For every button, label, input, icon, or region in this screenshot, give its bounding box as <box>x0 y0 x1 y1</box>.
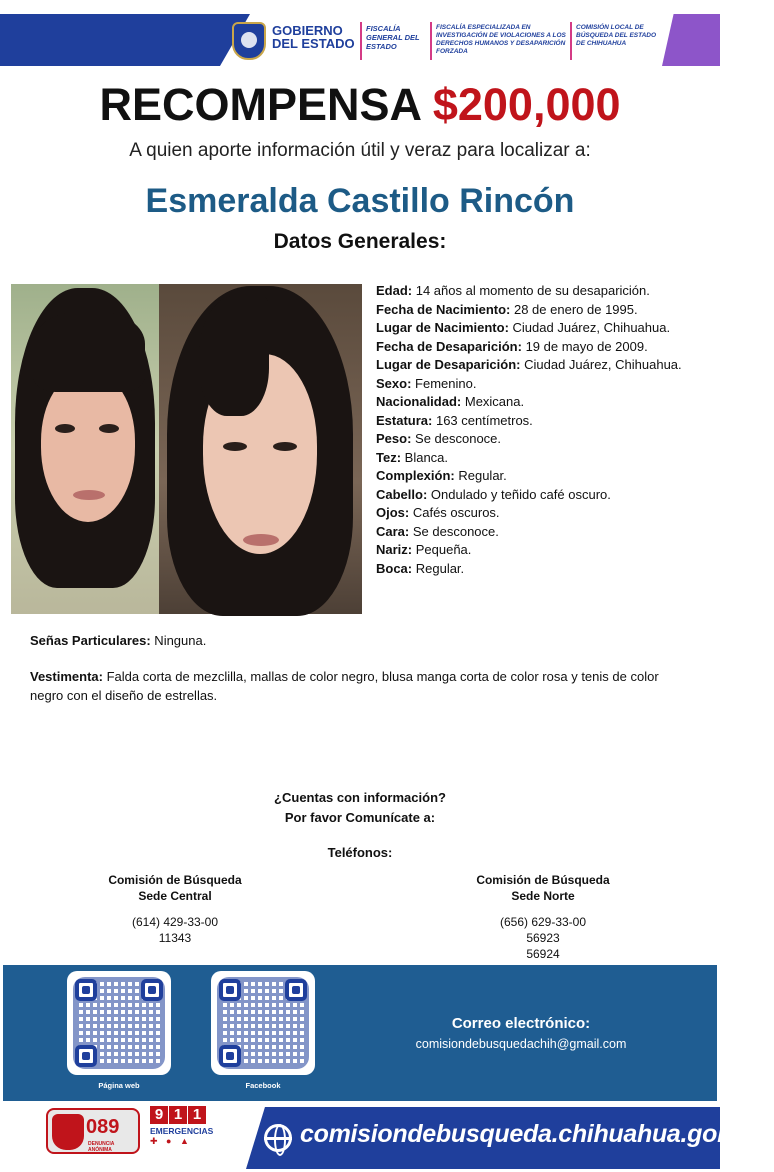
fiscalia-especializada-logo-text: FISCALÍA ESPECIALIZADA EN INVESTIGACIÓN DE VIOLACIONES A LOS DERECHOS HUMANOS Y DESAPARICIÓN FORZADA <box>436 24 566 55</box>
detail-peso: Peso: Se desconoce. <box>376 431 502 446</box>
header-bar <box>0 0 720 68</box>
phone-extension: 56923 <box>526 931 560 945</box>
emergency-services-icon: ✚ ● ▲ <box>150 1136 192 1146</box>
email-address[interactable]: comisiondebusquedachih@gmail.com <box>415 1037 627 1051</box>
comision-logo-text: COMISIÓN LOCAL DE BÚSQUEDA DEL ESTADO DE CHIHUAHUA <box>576 24 657 47</box>
contact-sede-central: Comisión de Búsqueda Sede Central (614) 429-33-00 11343 <box>60 872 290 946</box>
header-divider <box>430 22 432 60</box>
header-purple-band <box>662 14 720 66</box>
photo-original <box>11 284 159 614</box>
general-data-list <box>376 282 706 578</box>
reward-title <box>0 78 720 132</box>
detail-cabello: Cabello: Ondulado y teñido café oscuro. <box>376 486 611 502</box>
header-blue-band <box>0 14 250 66</box>
contact-sede-norte: Comisión de Búsqueda Sede Norte (656) 629-33-00 56923 56924 <box>428 872 658 962</box>
detail-estatura: Estatura: 163 centímetros. <box>376 412 533 428</box>
distinguishing-marks: Señas Particulares: Ninguna. <box>30 633 207 648</box>
detail-ojos: Ojos: Cafés oscuros. <box>376 505 500 520</box>
anonymous-report-089-logo: 089 DENUNCIA ANÓNIMA <box>46 1108 140 1154</box>
clothing-description: Vestimenta: Falda corta de mezclilla, mallas de color negro, blusa manga corta de color rosa y tenis de color negro con el diseño de estrellas. <box>30 669 659 703</box>
detail-tez: Tez: Blanca. <box>376 449 449 465</box>
phones-heading: Teléfonos: <box>327 845 393 860</box>
qr-facebook-caption: Facebook <box>245 1081 281 1090</box>
state-shield-icon <box>232 22 266 60</box>
header-divider <box>360 22 362 60</box>
detail-lugar-desaparicion: Lugar de Desaparición: Ciudad Juárez, Chihuahua. <box>376 357 682 372</box>
missing-person-name: Esmeralda Castillo Rincón <box>145 182 575 220</box>
fiscalia-logo-text: FISCALÍA GENERAL DEL ESTADO <box>366 24 420 51</box>
phone-extension: 11343 <box>158 931 192 945</box>
photo-age-progression <box>159 284 362 614</box>
globe-icon <box>264 1124 292 1152</box>
email-heading: Correo electrónico: <box>451 1015 591 1032</box>
footer <box>0 1104 774 1172</box>
detail-sexo: Sexo: Femenino. <box>376 375 477 391</box>
website-url[interactable]: comisiondebusqueda.chihuahua.gob.mx <box>300 1120 774 1148</box>
header-divider <box>570 22 572 60</box>
reward-subtitle: A quien aporte información útil y veraz para localizar a: <box>129 140 591 161</box>
reward-amount: $200,000 <box>432 79 621 130</box>
phone-number[interactable]: (614) 429-33-00 <box>131 915 219 929</box>
phone-number[interactable]: (656) 629-33-00 <box>499 915 587 929</box>
qr-code-facebook[interactable] <box>211 971 315 1075</box>
detail-fecha-desaparicion: Fecha de Desaparición: 19 de mayo de 2009. <box>376 338 648 354</box>
contact-prompt <box>0 788 720 828</box>
detail-nacionalidad: Nacionalidad: Mexicana. <box>376 394 525 409</box>
detail-cara: Cara: Se desconoce. <box>376 523 499 539</box>
detail-lugar-nacimiento: Lugar de Nacimiento: Ciudad Juárez, Chihuahua. <box>376 320 671 335</box>
reward-label: RECOMPENSA <box>99 79 421 130</box>
section-heading: Datos Generales: <box>273 230 447 253</box>
detail-edad: Edad: 14 años al momento de su desaparición. <box>376 283 650 298</box>
qr-website-caption: Página web <box>98 1081 140 1090</box>
emergency-911-logo: 9 1 1 EMERGENCIAS ✚ ● ▲ <box>150 1106 214 1146</box>
detail-boca: Boca: Regular. <box>376 560 465 576</box>
phone-extension: 56924 <box>526 947 560 961</box>
detail-fecha-nacimiento: Fecha de Nacimiento: 28 de enero de 1995. <box>376 301 638 317</box>
gobierno-logo-text: GOBIERNO DEL ESTADO <box>272 23 355 51</box>
detail-nariz: Nariz: Pequeña. <box>376 542 472 557</box>
contact-band <box>3 965 717 1101</box>
shield-icon <box>52 1114 84 1150</box>
contact-instruction: Por favor Comunícate a: <box>284 810 436 825</box>
detail-complexion: Complexión: Regular. <box>376 468 507 483</box>
contact-question: ¿Cuentas con información? <box>274 790 446 805</box>
qr-code-website[interactable] <box>67 971 171 1075</box>
